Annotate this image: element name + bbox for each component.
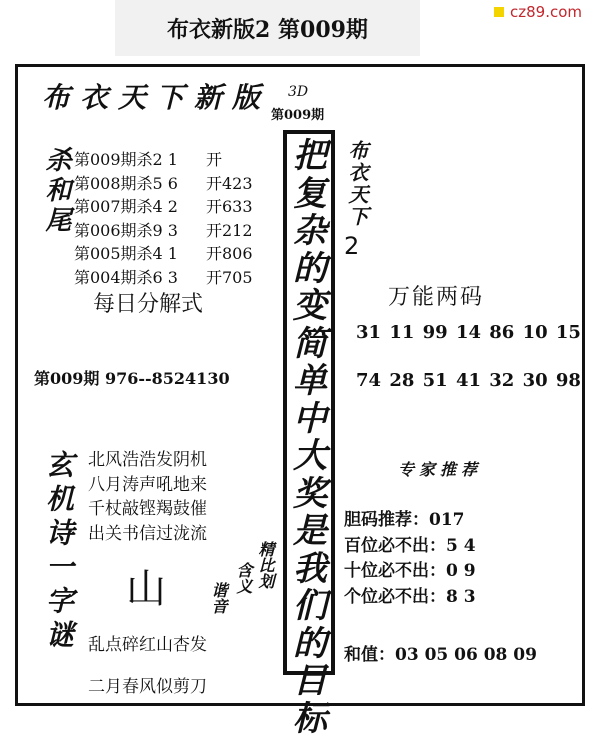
riddle-hint: 精比划 [256, 541, 275, 589]
poem-lines [88, 448, 207, 546]
poem-line: 八月涛声吼地来 [88, 474, 207, 495]
kill-row [74, 242, 253, 266]
poster-3d-label: 3D [288, 84, 309, 100]
kill-row-left: 第005期杀4 1 [74, 244, 178, 263]
kill-row-left: 第004期杀6 3 [74, 267, 178, 287]
kill-row-left: 第009期杀2 1 [74, 150, 178, 169]
poem-label: 玄机诗一字谜 [42, 450, 75, 654]
riddle-character: 山 [126, 566, 166, 612]
expert-title: 专家推荐 [398, 460, 483, 479]
header-title: 布衣新版2 第009期 [167, 17, 368, 43]
kill-row [74, 219, 253, 243]
poem-extra-line: 二月春风似剪刀 [88, 677, 207, 697]
kill-table [74, 148, 253, 289]
sum-values: 和值：03 05 06 08 09 [344, 645, 537, 665]
kill-row-right: 开806 [206, 244, 253, 263]
kill-row-left: 第006期杀9 3 [74, 220, 178, 240]
kill-row [74, 148, 253, 172]
daily-formula-title: 每日分解式 [93, 292, 204, 317]
kill-row-right: 开 [206, 150, 223, 169]
expert-recommendations [344, 508, 476, 610]
daily-formula: 第009期 976--8524130 [34, 369, 230, 388]
site-logo[interactable] [488, 0, 600, 24]
poem-extra-line: 乱点碎红山杏发 [88, 635, 207, 655]
page-header [115, 0, 420, 56]
poem-line: 出关书信过泷流 [88, 523, 207, 544]
ge-exclude: 个位必不出：8 3 [344, 586, 476, 607]
wanneng-title: 万能两码 [388, 285, 485, 310]
poster-title: 布衣天下新版 [42, 81, 271, 114]
kill-row [74, 172, 253, 196]
riddle-hint: 谐音 [209, 582, 228, 614]
dan-recommend: 胆码推荐：017 [344, 510, 465, 530]
center-slogan: 把复杂的变简单中大奖是我们的目标 [293, 136, 327, 739]
brand-number: 2 [344, 232, 360, 260]
wanneng-line-2: 74 28 51 41 32 30 98 [356, 370, 581, 391]
shi-exclude: 十位必不出：0 9 [344, 561, 476, 581]
logo-square-icon [494, 7, 504, 17]
kill-section-label: 杀和尾 [41, 146, 71, 236]
poem-line: 千杖敲铿羯鼓催 [88, 499, 207, 519]
logo-text: cz89.com [510, 3, 583, 21]
kill-row-right: 开705 [206, 267, 253, 287]
kill-row [74, 266, 253, 290]
kill-row-left: 第008期杀5 6 [74, 173, 178, 193]
kill-row-right: 开633 [206, 197, 253, 216]
wanneng-line-1: 31 11 99 14 86 10 15 [356, 322, 581, 343]
kill-row-left: 第007期杀4 2 [74, 197, 178, 216]
kill-row-right: 开212 [206, 220, 253, 240]
brand-vertical: 布衣天下 [345, 140, 369, 228]
poem-line: 北风浩浩发阴机 [88, 450, 207, 470]
bai-exclude: 百位必不出：5 4 [344, 535, 476, 556]
kill-row-right: 开423 [206, 173, 253, 193]
riddle-hint: 含义 [234, 562, 253, 594]
poster-issue: 第009期 [271, 108, 325, 123]
kill-row [74, 195, 253, 219]
